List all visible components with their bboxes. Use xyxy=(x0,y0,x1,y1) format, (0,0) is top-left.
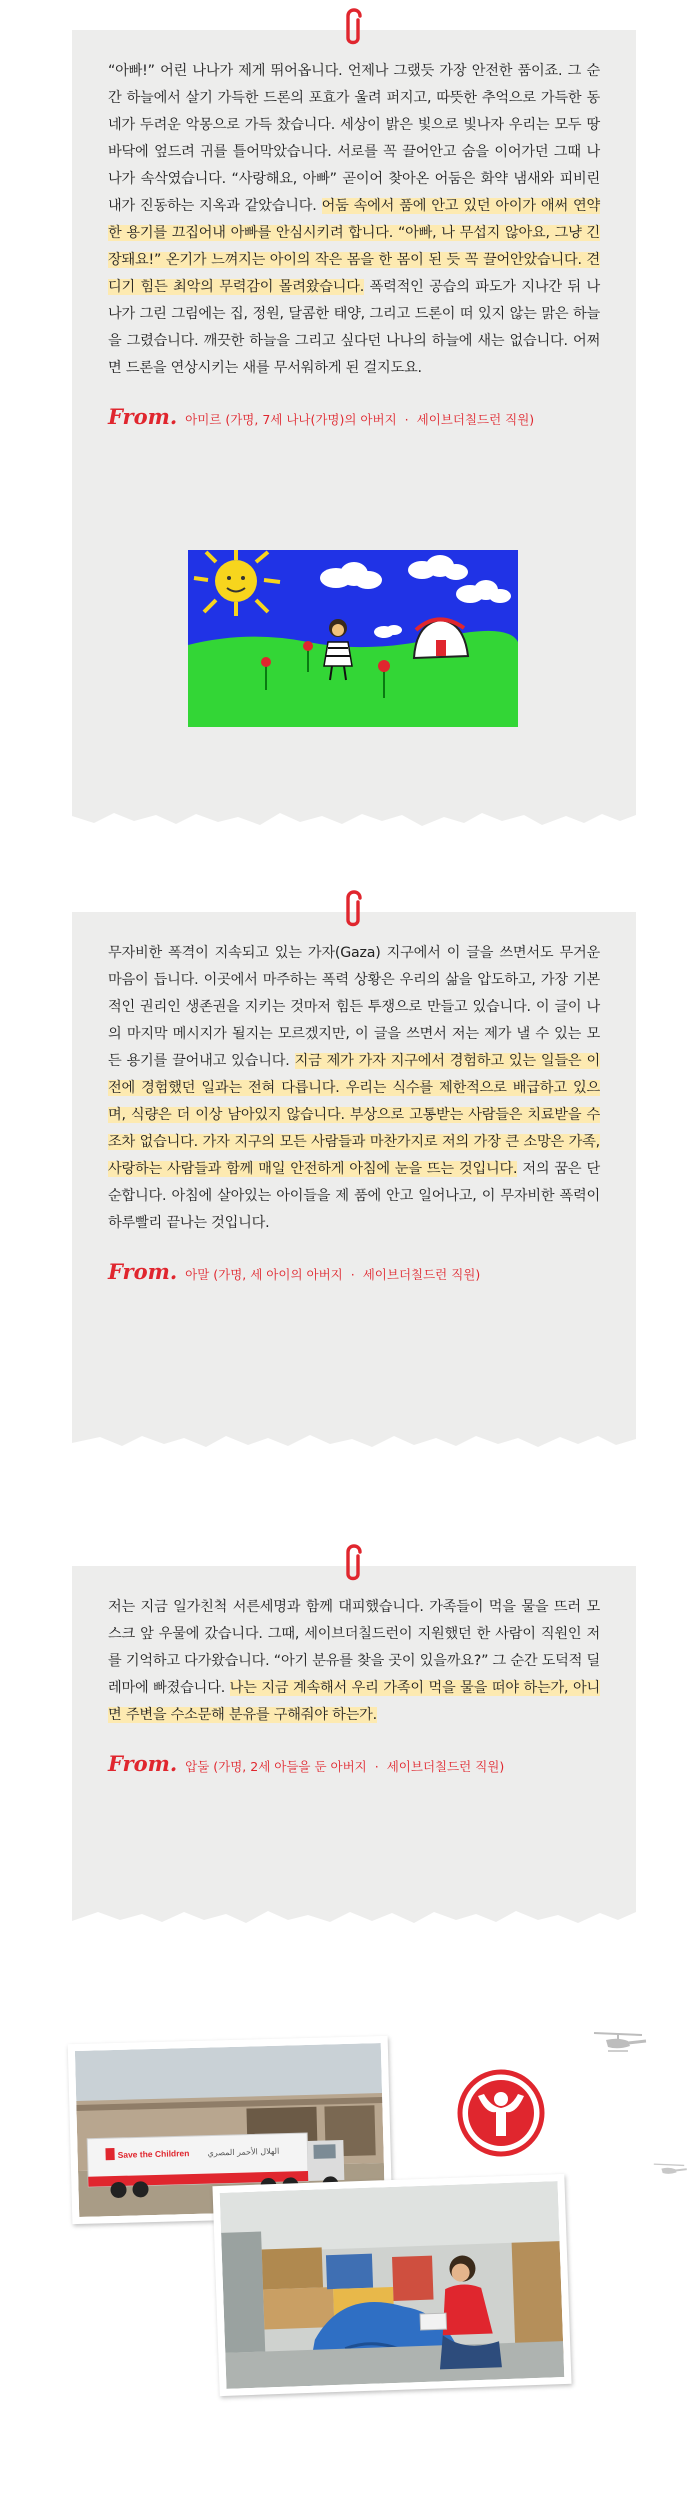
separator-dot: · xyxy=(350,1267,355,1282)
letter-highlight: 지금 제가 가자 지구에서 경험하고 있는 일들은 이전에 경험했던 일과는 전혀 다릅니다. 우리는 식수를 제한적으로 배급하고 있으며, 식량은 더 이상 남아있지 않습니다. 부상으로 고통받는 사람들은 치료받을 수조차 없습니다. 가자 지구의 모든 사람들과 마찬가지로 저의 가장 큰 소망은 가족, 사랑하는 사람들과 함께 매일 안전하게 아침에 눈을 뜨는 것입니다. xyxy=(108,1053,600,1177)
letter-segment: 저의 꿈은 단순합니다. 아침에 살아있는 아이들을 제 품에 안고 일어나고, 이 무자비한 폭력이 하루빨리 끝나는 것입니다. xyxy=(108,1161,600,1231)
from-org: 세이브더칠드런 직원) xyxy=(416,412,535,427)
red-clip-icon xyxy=(342,884,366,930)
helicopter-icon xyxy=(588,2030,648,2056)
from-org: 세이브더칠드런 직원) xyxy=(386,1759,505,1774)
letter-text xyxy=(108,1594,600,1729)
from-label: From. xyxy=(108,404,178,429)
red-clip-icon xyxy=(342,2,366,48)
child-drawing-image xyxy=(188,550,518,727)
letter-signature xyxy=(108,404,600,429)
letter-highlight: 나는 지금 계속해서 우리 가족이 먹을 물을 떠야 하는가, 아니면 주변을 수소문해 분유를 구해줘야 하는가. xyxy=(108,1680,600,1723)
aid-worker-photo xyxy=(212,2174,571,2396)
letter-card-1 xyxy=(72,30,636,810)
from-name: 아말 (가명, 세 아이의 아버지 xyxy=(185,1267,343,1282)
letter-highlight: 어둠 속에서 품에 안고 있던 아이가 애써 연약한 용기를 끄집어내 아빠를 안심시키려 합니다. “아빠, 나 무섭지 않아요, 그냥 긴장돼요!” 온기가 느껴지는 아이의 작은 몸을 한 몸이 된 듯 꼭 끌어안았습니다. 견디기 힘든 최악의 무력감이 몰려왔습니다. xyxy=(108,198,601,295)
from-name: 아미르 (가명, 7세 나나(가명)의 아버지 xyxy=(185,412,397,427)
from-label: From. xyxy=(108,1259,178,1284)
letter-signature xyxy=(108,1751,600,1776)
letter-card-3 xyxy=(72,1566,636,1908)
letter-text xyxy=(108,940,600,1237)
from-org: 세이브더칠드런 직원) xyxy=(362,1267,481,1282)
truck-brand-text: Save the Children xyxy=(117,2148,190,2160)
separator-dot: · xyxy=(404,412,409,427)
separator-dot: · xyxy=(374,1759,379,1774)
torn-edge xyxy=(72,1431,636,1449)
torn-edge xyxy=(72,809,636,827)
torn-edge xyxy=(72,1907,636,1925)
save-the-children-logo-icon xyxy=(456,2068,546,2158)
helicopter-icon xyxy=(650,2162,688,2179)
letter-signature xyxy=(108,1259,600,1284)
letter-segment: “아빠!” 어린 나나가 제게 뛰어옵니다. 언제나 그랬듯 가장 안전한 품이죠. 그 순간 하늘에서 살기 가득한 드론의 포효가 울려 퍼지고, 따뜻한 추억으로 가득한 동네가 두려운 악몽으로 가득 찼습니다. 세상이 밝은 빛으로 빛나자 우리는 모두 땅바닥에 엎드려 귀를 틀어막았습니다. 서로를 꼭 끌어안고 숨을 이어가던 그때 나나가 속삭였습니다. “사랑해요, 아빠” 곧이어 찾아온 어둠은 화약 냄새와 피비린내가 진동하는 지옥과 같았습니다. xyxy=(108,63,600,214)
truck-arabic-text: الهلال الأحمر المصري xyxy=(207,2146,280,2158)
red-clip-icon xyxy=(342,1538,366,1584)
letter-text xyxy=(108,58,600,382)
letter-segment: 무자비한 폭격이 지속되고 있는 가자(Gaza) 지구에서 이 글을 쓰면서도 무거운 마음이 듭니다. 이곳에서 마주하는 폭력 상황은 우리의 삶을 압도하고, 가장 기본적인 권리인 생존권을 지키는 것마저 힘든 투쟁으로 만들고 있습니다. 이 글이 나의 마지막 메시지가 될지는 모르겠지만, 이 글을 쓰면서 저는 제가 낼 수 있는 모든 용기를 끌어내고 있습니다. xyxy=(108,945,600,1069)
letter-segment: 폭력적인 공습의 파도가 지나간 뒤 나나가 그린 그림에는 집, 정원, 달콤한 태양, 그리고 드론이 떠 있지 않는 맑은 하늘을 그렸습니다. 깨끗한 하늘을 그리고 싶다던 나나의 하늘에 새는 없습니다. 어쩌면 드론을 연상시키는 새를 무서워하게 된 걸지도요. xyxy=(108,279,600,376)
from-name: 압둘 (가명, 2세 아들을 둔 아버지 xyxy=(185,1759,367,1774)
letter-segment: 저는 지금 일가친척 서른세명과 함께 대피했습니다. 가족들이 먹을 물을 뜨러 모스크 앞 우물에 갔습니다. 그때, 세이브더칠드런이 지원했던 한 사람이 직원인 저를 기억하고 다가왔습니다. “아기 분유를 찾을 곳이 있을까요?” 그 순간 도덕적 딜레마에 빠졌습니다. xyxy=(108,1599,601,1696)
letter-card-2 xyxy=(72,912,636,1432)
from-label: From. xyxy=(108,1751,178,1776)
